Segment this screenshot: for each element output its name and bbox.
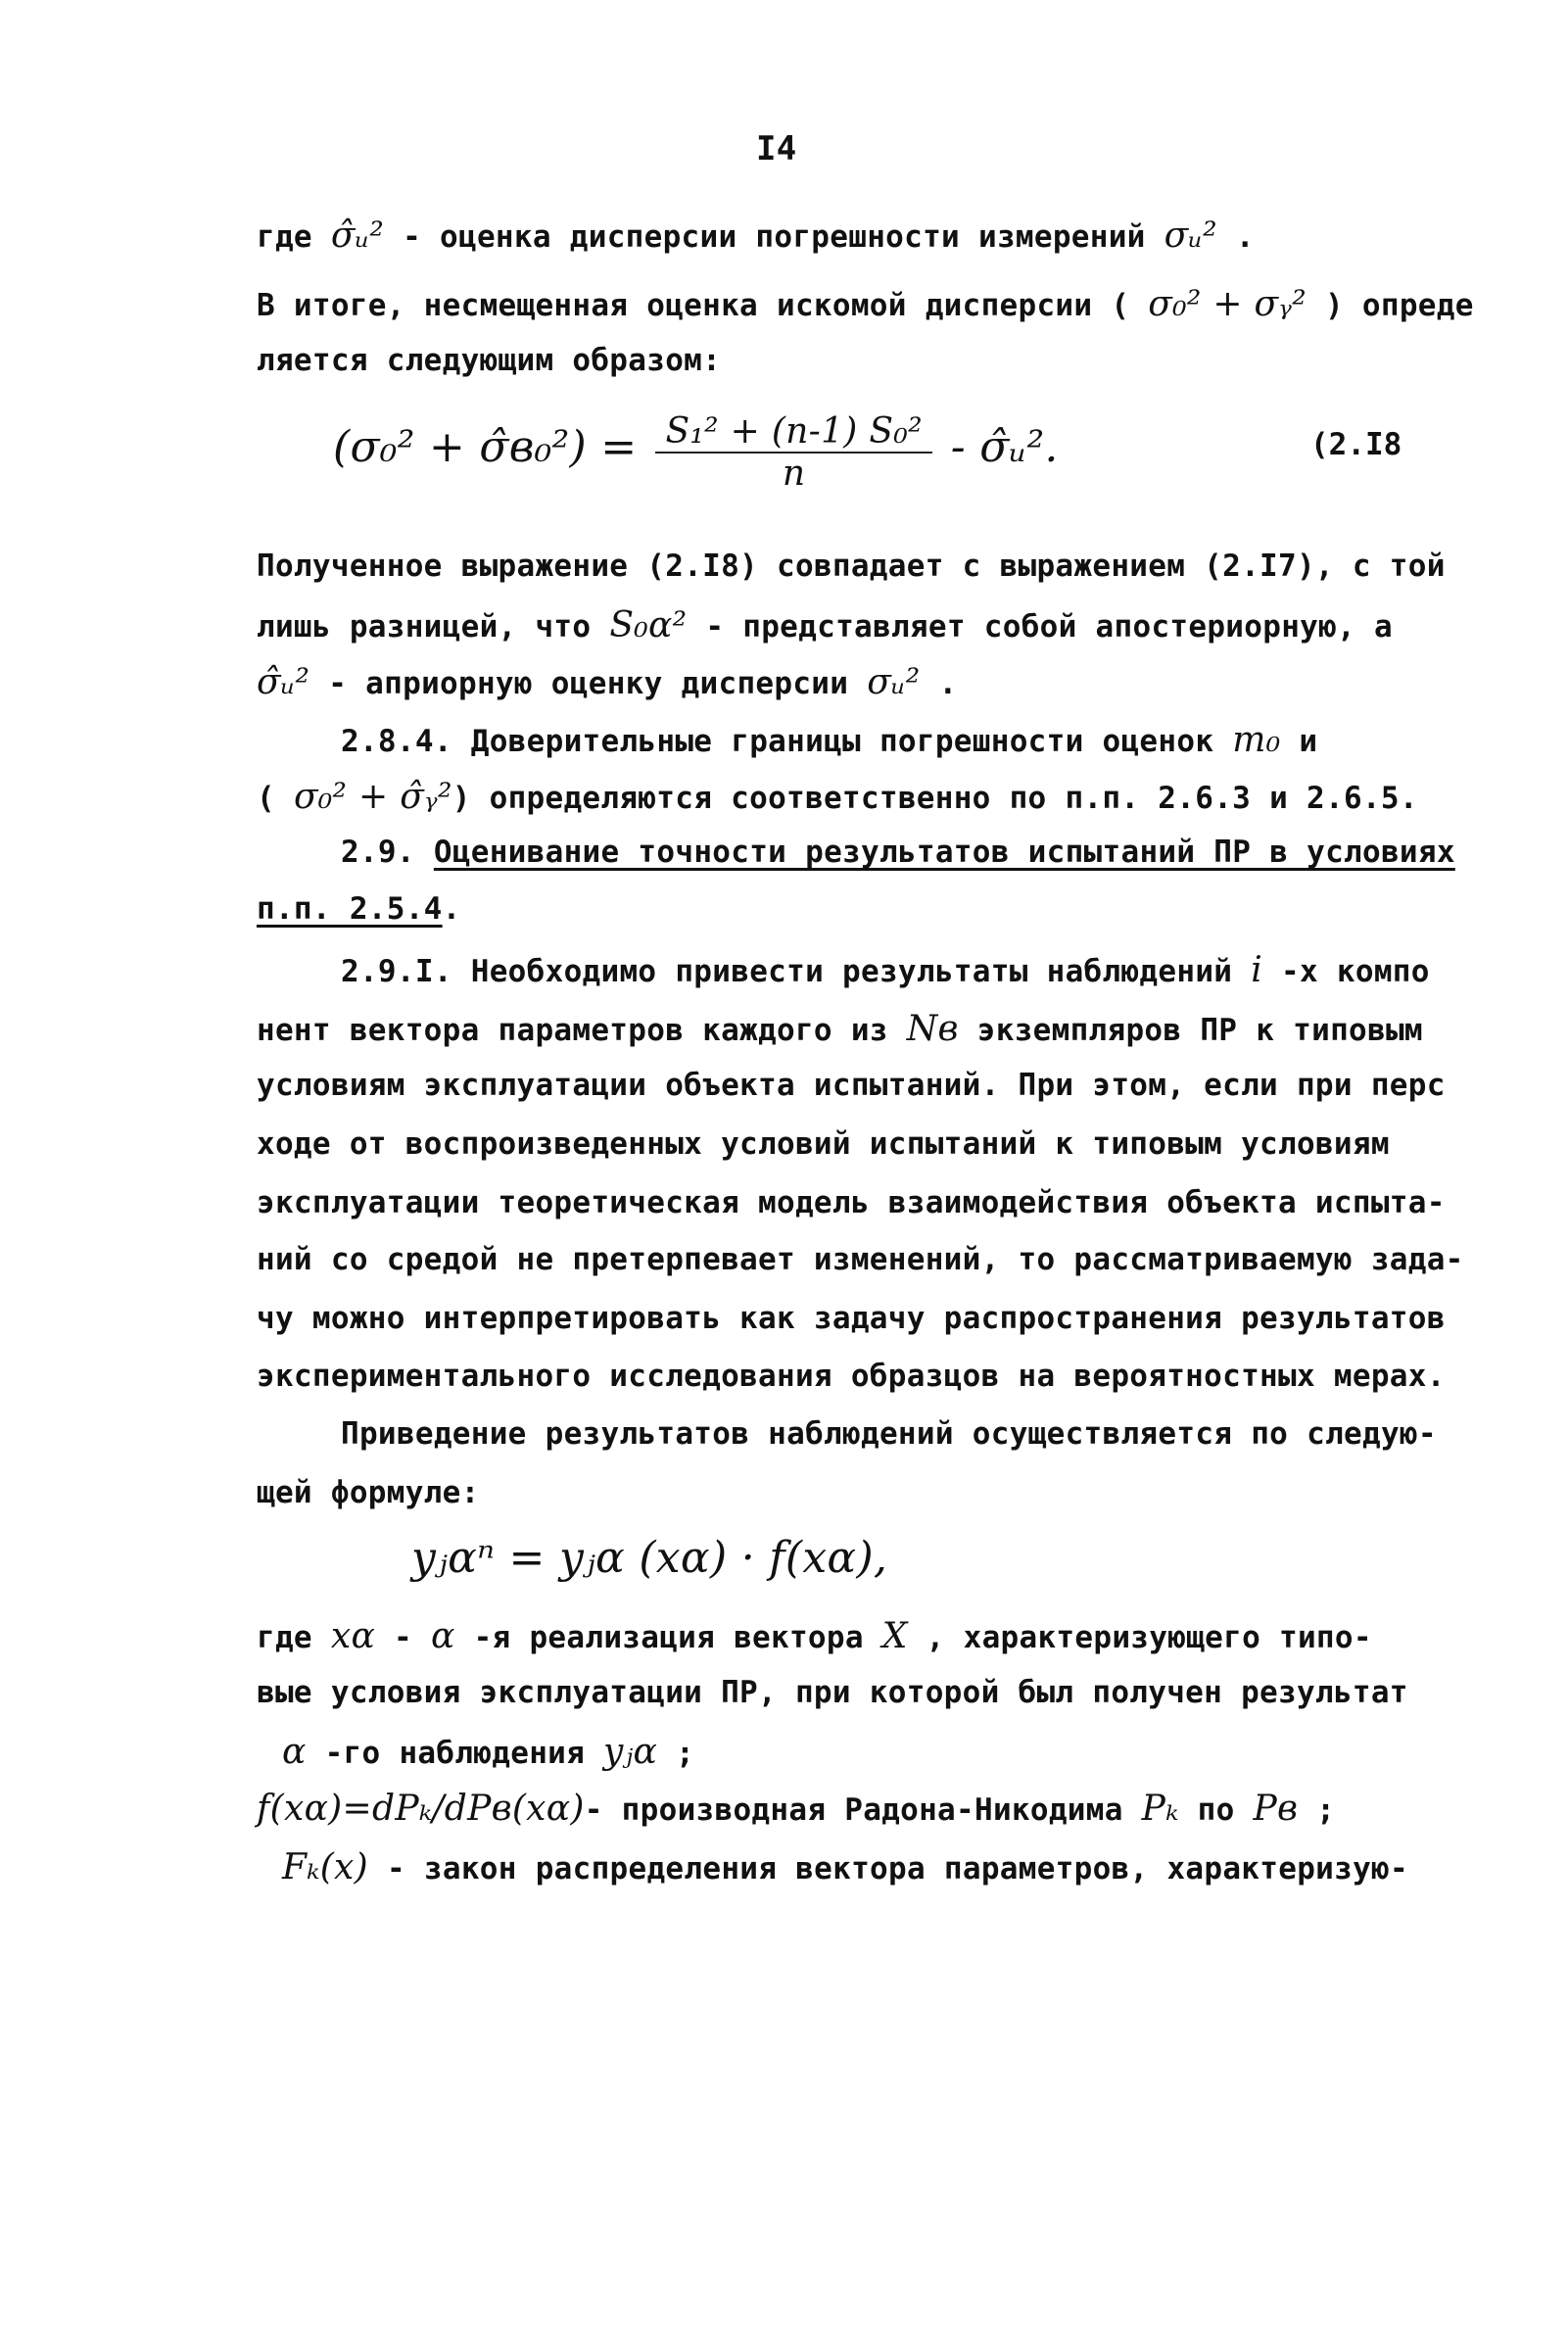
text-segment: ний со средой не претерпевает изменений, то рассматриваемую зада-: [257, 1242, 1464, 1277]
handwritten-symbol: Nв: [906, 1009, 959, 1049]
text-line: [282, 1732, 694, 1772]
text-line: [282, 1847, 1408, 1887]
equation-2-18: [333, 411, 1059, 494]
text-segment: вые условия эксплуатации ПР, при которой был получен результат: [257, 1675, 1408, 1710]
text-segment: ;: [657, 1736, 695, 1771]
underlined-text: п.п. 2.5.4: [257, 891, 443, 927]
text-segment: лишь разницей, что: [257, 609, 610, 645]
text-segment: ходе от воспроизведенных условий испытаний к типовым условиям: [257, 1126, 1390, 1162]
text-segment: -го наблюдения: [306, 1736, 604, 1771]
text-segment: (: [257, 781, 294, 816]
text-segment: 2.8.4. Доверительные границы погрешности оценок: [341, 724, 1233, 759]
text-segment: нент вектора параметров каждого из: [257, 1013, 907, 1048]
text-segment: экземпляров ПР к типовым: [958, 1013, 1423, 1048]
text-line: [257, 662, 957, 702]
text-segment: ;: [1298, 1792, 1336, 1828]
text-segment: - оценка дисперсии погрешности измерений: [384, 219, 1164, 255]
text-segment: - закон распределения вектора параметров, характеризую-: [368, 1851, 1408, 1886]
text-segment: ) опреде: [1307, 288, 1474, 323]
equation-tail: - σ̂ᵤ².: [950, 421, 1059, 472]
handwritten-symbol: xα: [330, 1616, 376, 1656]
text-segment: .: [442, 891, 461, 927]
text-line: [257, 549, 1446, 584]
text-line: [341, 720, 1317, 760]
handwritten-symbol: Pₖ: [1141, 1789, 1179, 1829]
text-segment: , характеризующего типо-: [907, 1620, 1372, 1655]
text-segment: и: [1280, 724, 1318, 759]
handwritten-symbol: f(xα)=dPₖ/dPв(xα): [257, 1789, 585, 1829]
text-segment: - представляет собой апостериорную, а: [687, 609, 1393, 645]
text-segment: условиям эксплуатации объекта испытаний. При этом, если при перс: [257, 1068, 1446, 1103]
text-line: [257, 1475, 480, 1510]
handwritten-symbol: S₀α²: [609, 605, 688, 645]
text-segment: чу можно интерпретировать как задачу распространения результатов: [257, 1301, 1446, 1336]
text-line: [257, 1242, 1464, 1277]
text-line: [257, 1359, 1446, 1394]
text-segment: -: [375, 1620, 431, 1655]
handwritten-symbol: X: [881, 1616, 908, 1656]
text-line: [257, 1068, 1446, 1103]
text-line: [257, 605, 1393, 645]
handwritten-symbol: m₀: [1232, 720, 1281, 760]
text-segment: .: [920, 666, 958, 701]
equation-numerator: S₁² + (n-1) S₀²: [655, 411, 931, 454]
section-heading-cont: [257, 891, 461, 927]
text-segment: 2.9.I. Необходимо привести результаты наблюдений: [341, 954, 1252, 989]
equation-fraction: [655, 411, 931, 494]
equation-denominator: n: [782, 454, 806, 494]
handwritten-symbol: i: [1251, 950, 1263, 990]
page-number: I4: [756, 129, 797, 168]
equation-transform: [411, 1533, 887, 1583]
text-segment: щей формуле:: [257, 1475, 480, 1510]
handwritten-symbol: σ₀² + σᵧ²: [1148, 284, 1307, 324]
text-line: [257, 215, 1255, 256]
text-line: [341, 1416, 1437, 1452]
text-segment: ляется следующим образом:: [257, 343, 722, 378]
text-segment: Приведение результатов наблюдений осуществляется по следую-: [341, 1416, 1437, 1452]
equation-transform-expr: yⱼαⁿ = yⱼα (xα) · f(xα),: [411, 1533, 888, 1583]
underlined-text: Оценивание точности результатов испытаний ПР в условиях: [433, 835, 1455, 870]
equation-number: (2.I8: [1310, 427, 1402, 462]
text-line: [341, 950, 1430, 990]
section-heading: [341, 835, 1455, 870]
text-segment: где: [257, 219, 331, 255]
text-segment: где: [257, 1620, 331, 1655]
handwritten-symbol: σ̂ᵤ²: [257, 662, 310, 702]
text-segment: Полученное выражение (2.I8) совпадает с выражением (2.I7), с той: [257, 549, 1446, 584]
handwritten-symbol: α: [282, 1732, 307, 1772]
text-segment: экспериментального исследования образцов на вероятностных мерах.: [257, 1359, 1446, 1394]
text-segment: .: [1216, 219, 1255, 255]
text-line: [257, 343, 721, 378]
text-line: [257, 1301, 1446, 1336]
text-segment: -х компо: [1262, 954, 1430, 989]
text-segment: - априорную оценку дисперсии: [309, 666, 868, 701]
text-segment: В итоге, несмещенная оценка искомой дисперсии (: [257, 288, 1149, 323]
text-segment: эксплуатации теоретическая модель взаимодействия объекта испыта-: [257, 1185, 1446, 1220]
handwritten-symbol: Fₖ(x): [282, 1847, 369, 1887]
text-line: [257, 1009, 1423, 1049]
text-segment: 2.9.: [341, 835, 434, 870]
text-segment: -я реализация вектора: [454, 1620, 882, 1655]
text-segment: ) определяются соответственно по п.п. 2.6.3 и 2.6.5.: [451, 781, 1418, 816]
handwritten-symbol: σᵤ²: [867, 662, 921, 702]
text-line: [257, 1789, 1335, 1829]
text-line: [257, 1675, 1408, 1710]
text-line: [257, 284, 1474, 324]
handwritten-symbol: yⱼα: [603, 1732, 658, 1772]
equation-lhs: (σ₀² + σ̂в₀²) =: [333, 421, 638, 472]
text-line: [257, 1616, 1372, 1656]
text-line: [257, 1185, 1446, 1220]
text-line: [257, 777, 1418, 817]
handwritten-symbol: σ̂ᵤ²: [330, 215, 385, 256]
handwritten-symbol: α: [430, 1616, 455, 1656]
handwritten-symbol: σᵤ²: [1164, 215, 1217, 256]
handwritten-symbol: σ₀² + σ̂ᵧ²: [293, 777, 452, 817]
text-segment: - производная Радона-Никодима: [584, 1792, 1142, 1828]
text-line: [257, 1126, 1390, 1162]
text-segment: по: [1178, 1792, 1254, 1828]
handwritten-symbol: Pв: [1253, 1789, 1299, 1829]
